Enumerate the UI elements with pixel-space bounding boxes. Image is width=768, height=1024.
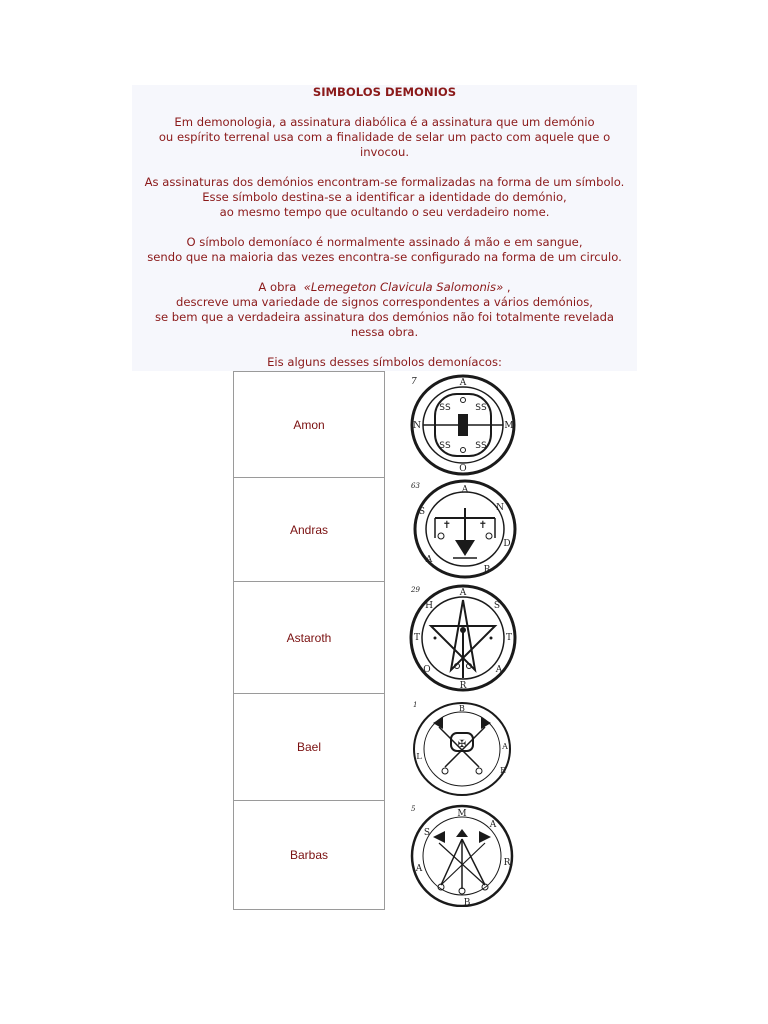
amon-sigil-drawing [405,372,517,477]
intro-text: sendo que na maioria das vezes encontra-se configurado na forma de um circulo. [147,250,622,264]
astaroth-sigil [405,582,517,694]
bael-sigil [405,697,517,797]
intro-text: se bem que a verdadeira assinatura dos demónios não foi totalmente revelada [154,310,615,324]
amon-sigil [405,372,517,477]
svg-text:S: S [418,507,426,517]
intro-text: descreve uma variedade de signos correspondentes a vários demónios, [176,295,593,309]
intro-text [132,280,637,295]
andras-sigil [405,478,517,580]
svg-text:S: S [493,601,501,611]
intro-text: Esse símbolo destina-se a identificar a identidade do demónio, [202,190,567,204]
svg-text:R: R [503,858,511,868]
svg-text:O: O [423,665,431,675]
svg-text:S: S [423,828,431,838]
svg-text:M: M [457,809,467,819]
demon-name: Astaroth [286,630,332,645]
demon-name: Barbas [289,848,329,862]
intro-panel [132,85,637,371]
svg-text:B: B [463,898,471,907]
demon-name-cell [233,477,385,582]
work-prefix: A obra [258,280,297,294]
svg-text:A: A [461,485,469,495]
svg-text:A: A [459,588,467,598]
svg-text:T: T [505,633,513,643]
work-title: «Lemegeton Clavicula Salomonis» [303,280,504,294]
svg-text:A: A [502,742,508,751]
svg-text:R: R [483,565,491,575]
svg-text:A: A [495,665,503,675]
svg-text:7: 7 [411,377,417,387]
svg-text:SS: SS [475,441,487,451]
page-title: SIMBOLOS DEMONIOS [312,85,457,99]
svg-text:A: A [415,864,423,874]
svg-text:H: H [425,601,433,611]
svg-text:✝: ✝ [478,520,488,531]
svg-text:E: E [500,766,506,775]
bael-sigil-drawing [405,697,517,797]
svg-text:29: 29 [411,586,420,594]
demon-name: Amon [293,417,325,432]
astaroth-sigil-drawing [405,582,517,694]
svg-text:T: T [413,633,421,643]
svg-text:R: R [459,681,467,691]
svg-text:SS: SS [439,441,451,451]
andras-sigil-drawing [405,478,517,580]
svg-text:✠: ✠ [457,739,467,750]
svg-text:N: N [413,421,421,431]
intro-text: O símbolo demoníaco é normalmente assinado á mão e em sangue, [186,235,583,249]
svg-text:A: A [425,555,433,565]
barbas-sigil [405,801,517,907]
svg-text:63: 63 [411,482,420,490]
svg-text:5: 5 [411,805,416,813]
svg-text:A: A [489,820,497,830]
intro-text: ao mesmo tempo que ocultando o seu verdadeiro nome. [219,205,550,219]
intro-text: nessa obra. [350,325,419,339]
svg-text:SS: SS [439,403,451,413]
svg-text:✝: ✝ [442,520,452,531]
intro-text: Eis alguns desses símbolos demoníacos: [267,355,502,369]
svg-text:SS: SS [475,403,487,413]
svg-text:D: D [503,539,511,549]
svg-text:N: N [496,503,504,513]
intro-text: invocou. [359,145,410,159]
demon-name-cell [233,693,385,801]
demon-names-table [233,371,385,909]
svg-text:A: A [459,378,467,388]
demon-name-cell [233,371,385,478]
demon-name: Bael [296,740,322,754]
svg-text:B: B [459,704,465,713]
work-suffix: , [506,280,511,294]
demon-name: Andras [289,522,329,537]
svg-text:O: O [459,464,467,474]
svg-text:M: M [504,421,514,431]
svg-text:1: 1 [413,701,418,709]
intro-text: ou espírito terrenal usa com a finalidade de selar um pacto com aquele que o [158,130,611,144]
intro-text: As assinaturas dos demónios encontram-se formalizadas na forma de um símbolo. [144,175,625,189]
svg-text:L: L [416,752,422,761]
intro-text: Em demonologia, a assinatura diabólica é a assinatura que um demónio [174,115,595,129]
demon-name-cell [233,581,385,694]
barbas-sigil-drawing [405,801,517,907]
demon-name-cell [233,800,385,910]
